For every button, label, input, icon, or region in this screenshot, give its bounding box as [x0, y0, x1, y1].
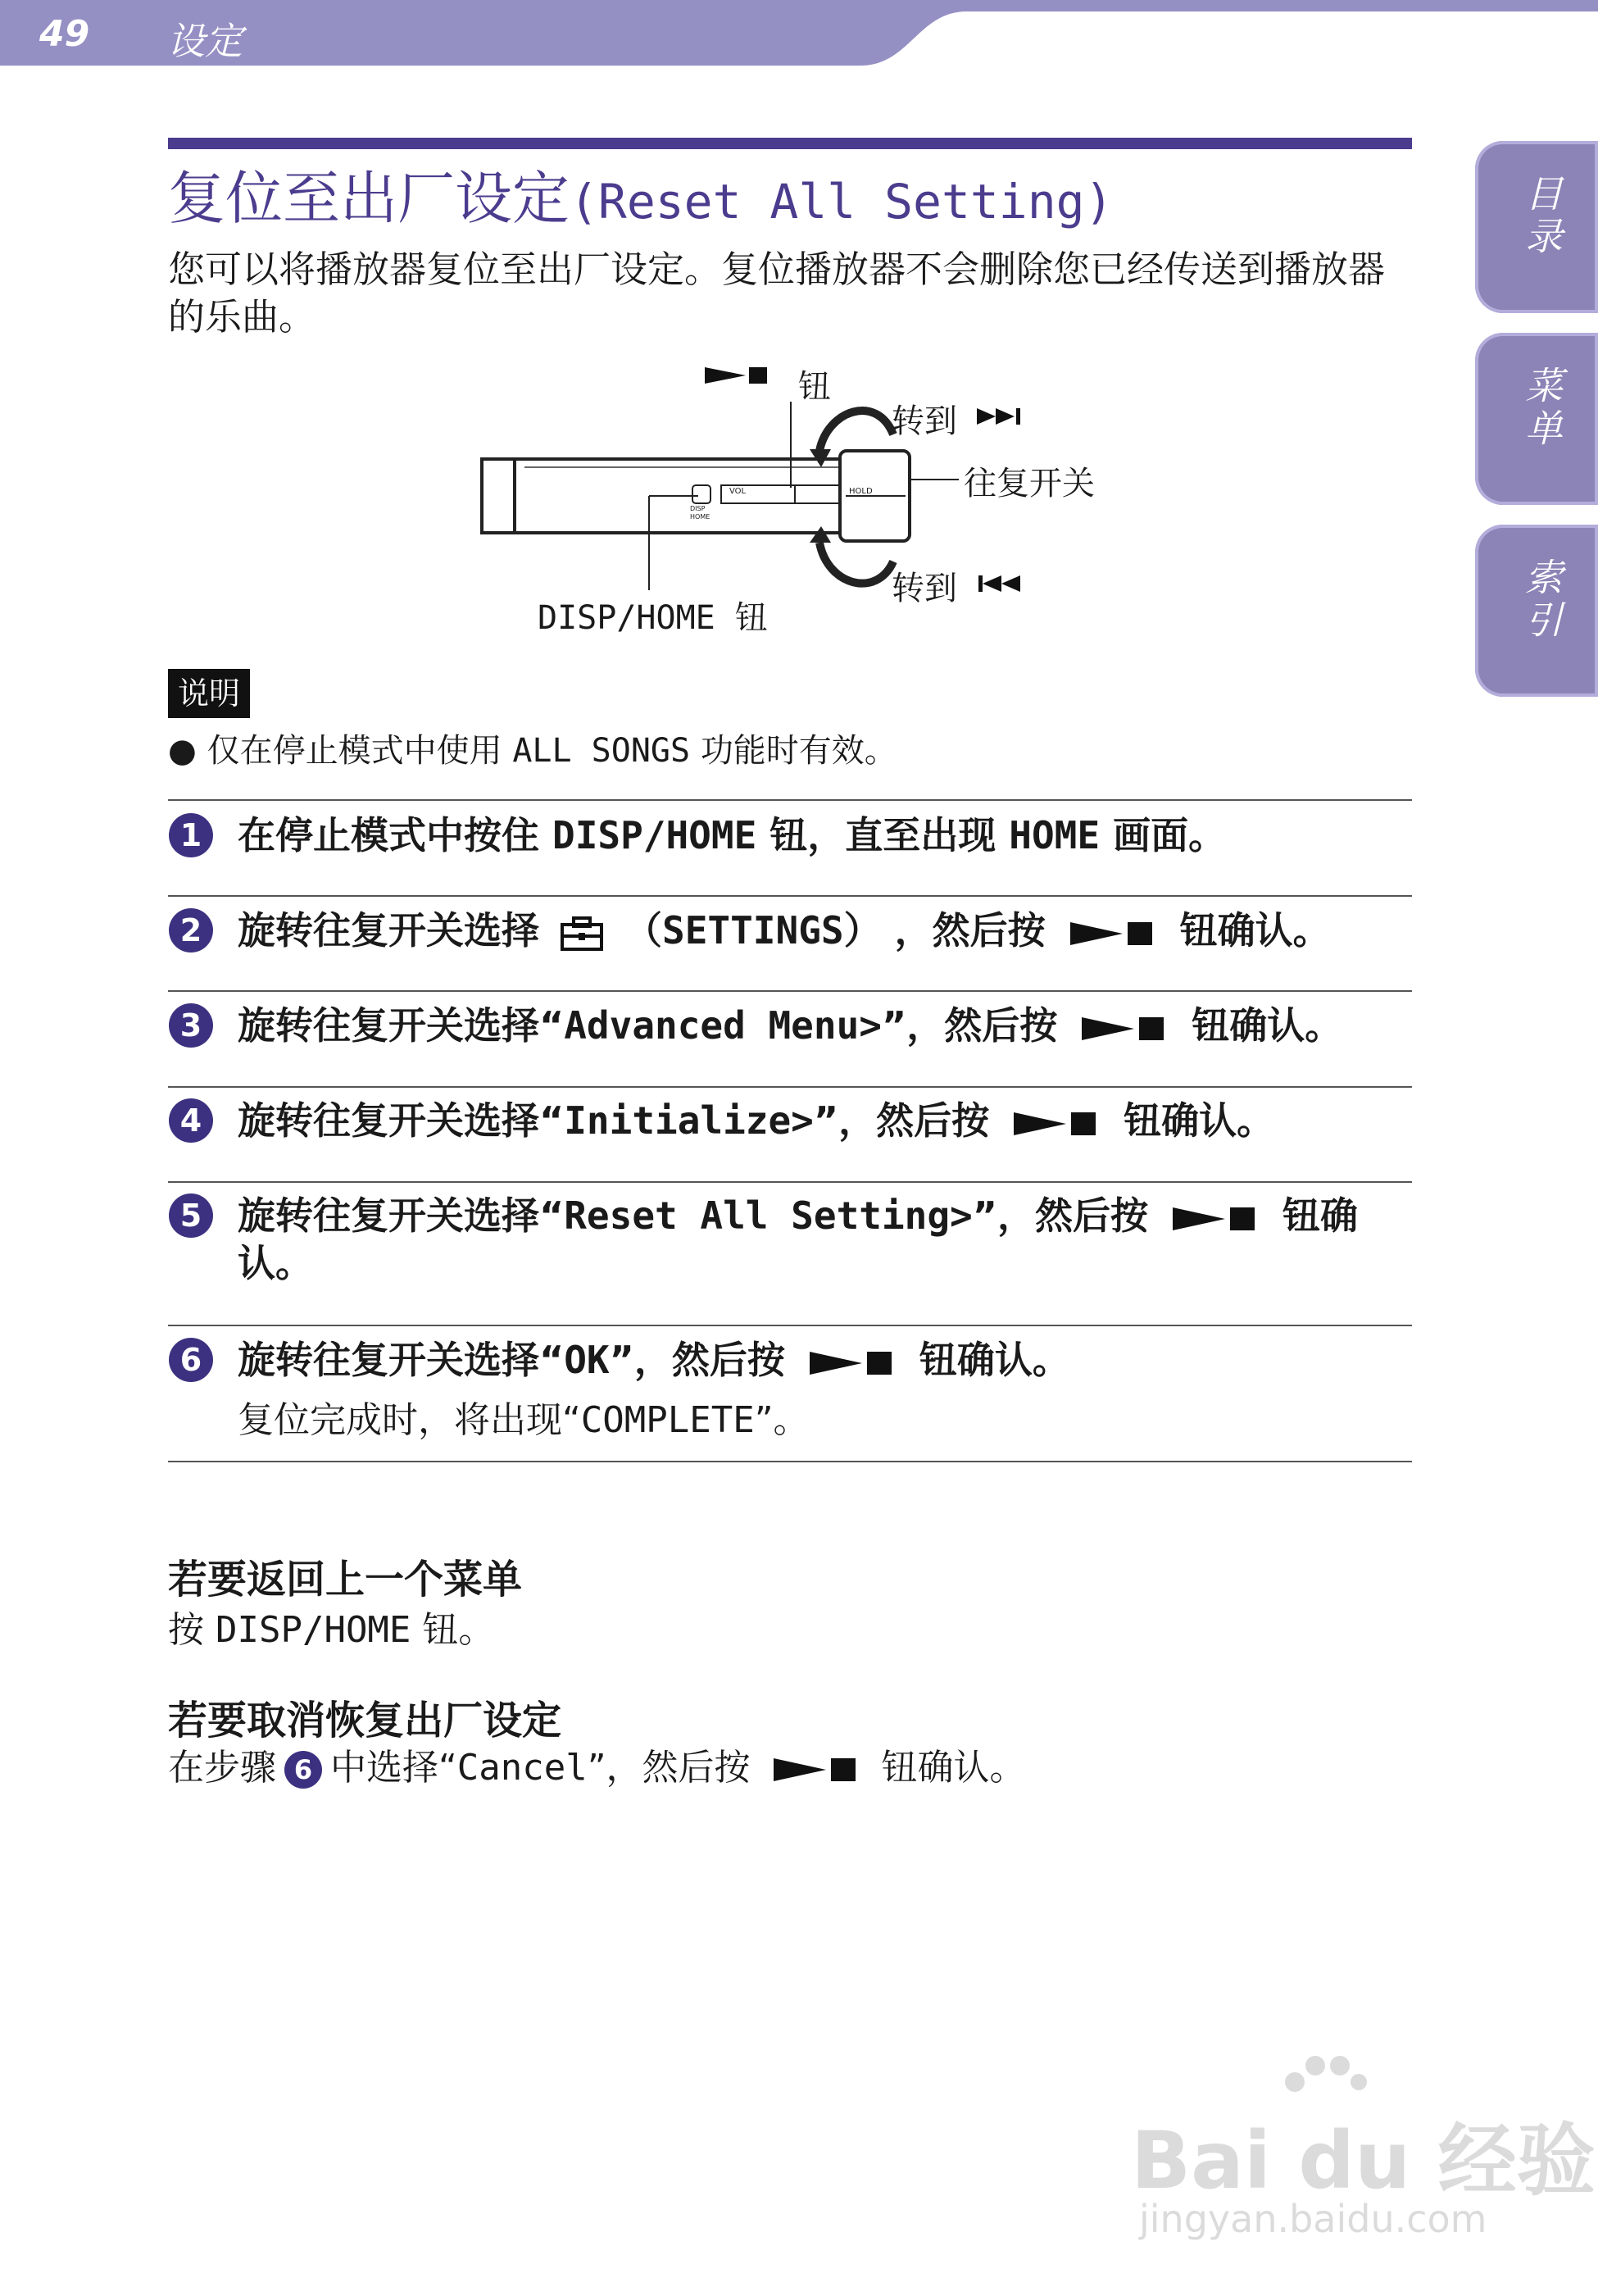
disp-home-label: DISP/HOME 钮	[538, 599, 768, 637]
note-text: ● 仅在停止模式中使用 ALL SONGS 功能时有效。	[168, 732, 897, 770]
tab-contents[interactable]: 目录	[1475, 141, 1598, 313]
vol-text: VOL	[729, 487, 747, 496]
play-stop-icon	[1070, 917, 1155, 950]
page-number: 49	[39, 13, 90, 55]
step-divider	[168, 1181, 1412, 1183]
step-6-text: 旋转往复开关选择“OK”，然后按 钮确认。	[238, 1338, 1070, 1382]
tab-index[interactable]: 索引	[1475, 525, 1598, 697]
disp-text: DISP	[690, 505, 706, 512]
step-divider	[168, 990, 1412, 992]
page-title: 复位至出厂设定(Reset All Setting)	[168, 165, 1114, 232]
step-2-text: 旋转往复开关选择 （SETTINGS） ，然后按 钮确认。	[238, 908, 1331, 952]
home-text: HOME	[690, 513, 710, 521]
back-menu-heading: 若要返回上一个菜单	[168, 1557, 523, 1603]
play-button-label: 钮	[798, 368, 831, 406]
step-divider	[168, 799, 1412, 801]
tab-menu[interactable]: 菜单	[1475, 333, 1598, 505]
settings-toolbox-icon	[559, 915, 605, 952]
cancel-text: 在步骤 6 中选择“Cancel”，然后按 钮确认。	[168, 1747, 1026, 1789]
hold-text: HOLD	[849, 487, 873, 496]
forward-label: 转到	[892, 402, 957, 440]
step-divider	[168, 1325, 1412, 1326]
play-stop-icon	[1014, 1107, 1099, 1140]
play-stop-icon	[1173, 1203, 1258, 1235]
step-divider	[168, 1086, 1412, 1088]
step-number-1: 1	[169, 813, 213, 857]
play-stop-icon	[1082, 1012, 1167, 1045]
step-6-result: 复位完成时，将出现“COMPLETE”。	[238, 1399, 810, 1441]
back-menu-text: 按 DISP/HOME 钮。	[168, 1609, 495, 1651]
step-divider	[168, 1461, 1412, 1462]
step-ref-6: 6	[284, 1751, 322, 1789]
step-3-text: 旋转往复开关选择“Advanced Menu>”，然后按 钮确认。	[238, 1003, 1343, 1048]
header-section-title: 设定	[167, 19, 243, 63]
step-1-text: 在停止模式中按住 DISP/HOME 钮，直至出现 HOME 画面。	[238, 813, 1227, 857]
shuttle-switch-label: 往复开关	[964, 465, 1095, 502]
title-rule	[168, 138, 1412, 149]
step-number-4: 4	[169, 1098, 213, 1143]
step-5-text: 旋转往复开关选择“Reset All Setting>”，然后按 钮确 认。	[238, 1193, 1358, 1285]
baidu-watermark: Bai du 经验 jingyan.baidu.com	[1131, 2049, 1516, 2246]
note-badge: 说明	[168, 669, 250, 718]
backward-label: 转到	[892, 570, 957, 607]
step-number-5: 5	[169, 1193, 213, 1238]
intro-paragraph: 您可以将播放器复位至出厂设定。复位播放器不会删除您已经传送到播放器的乐曲。	[168, 248, 1386, 339]
step-divider	[168, 895, 1412, 897]
player-diagram	[467, 352, 1123, 648]
step-number-3: 3	[169, 1003, 213, 1048]
play-stop-icon	[774, 1753, 859, 1786]
step-4-text: 旋转往复开关选择“Initialize>”，然后按 钮确认。	[238, 1098, 1275, 1143]
cancel-heading: 若要取消恢复出厂设定	[168, 1698, 562, 1744]
step-number-2: 2	[169, 908, 213, 952]
step-number-6: 6	[169, 1338, 213, 1382]
play-stop-icon	[810, 1347, 895, 1380]
